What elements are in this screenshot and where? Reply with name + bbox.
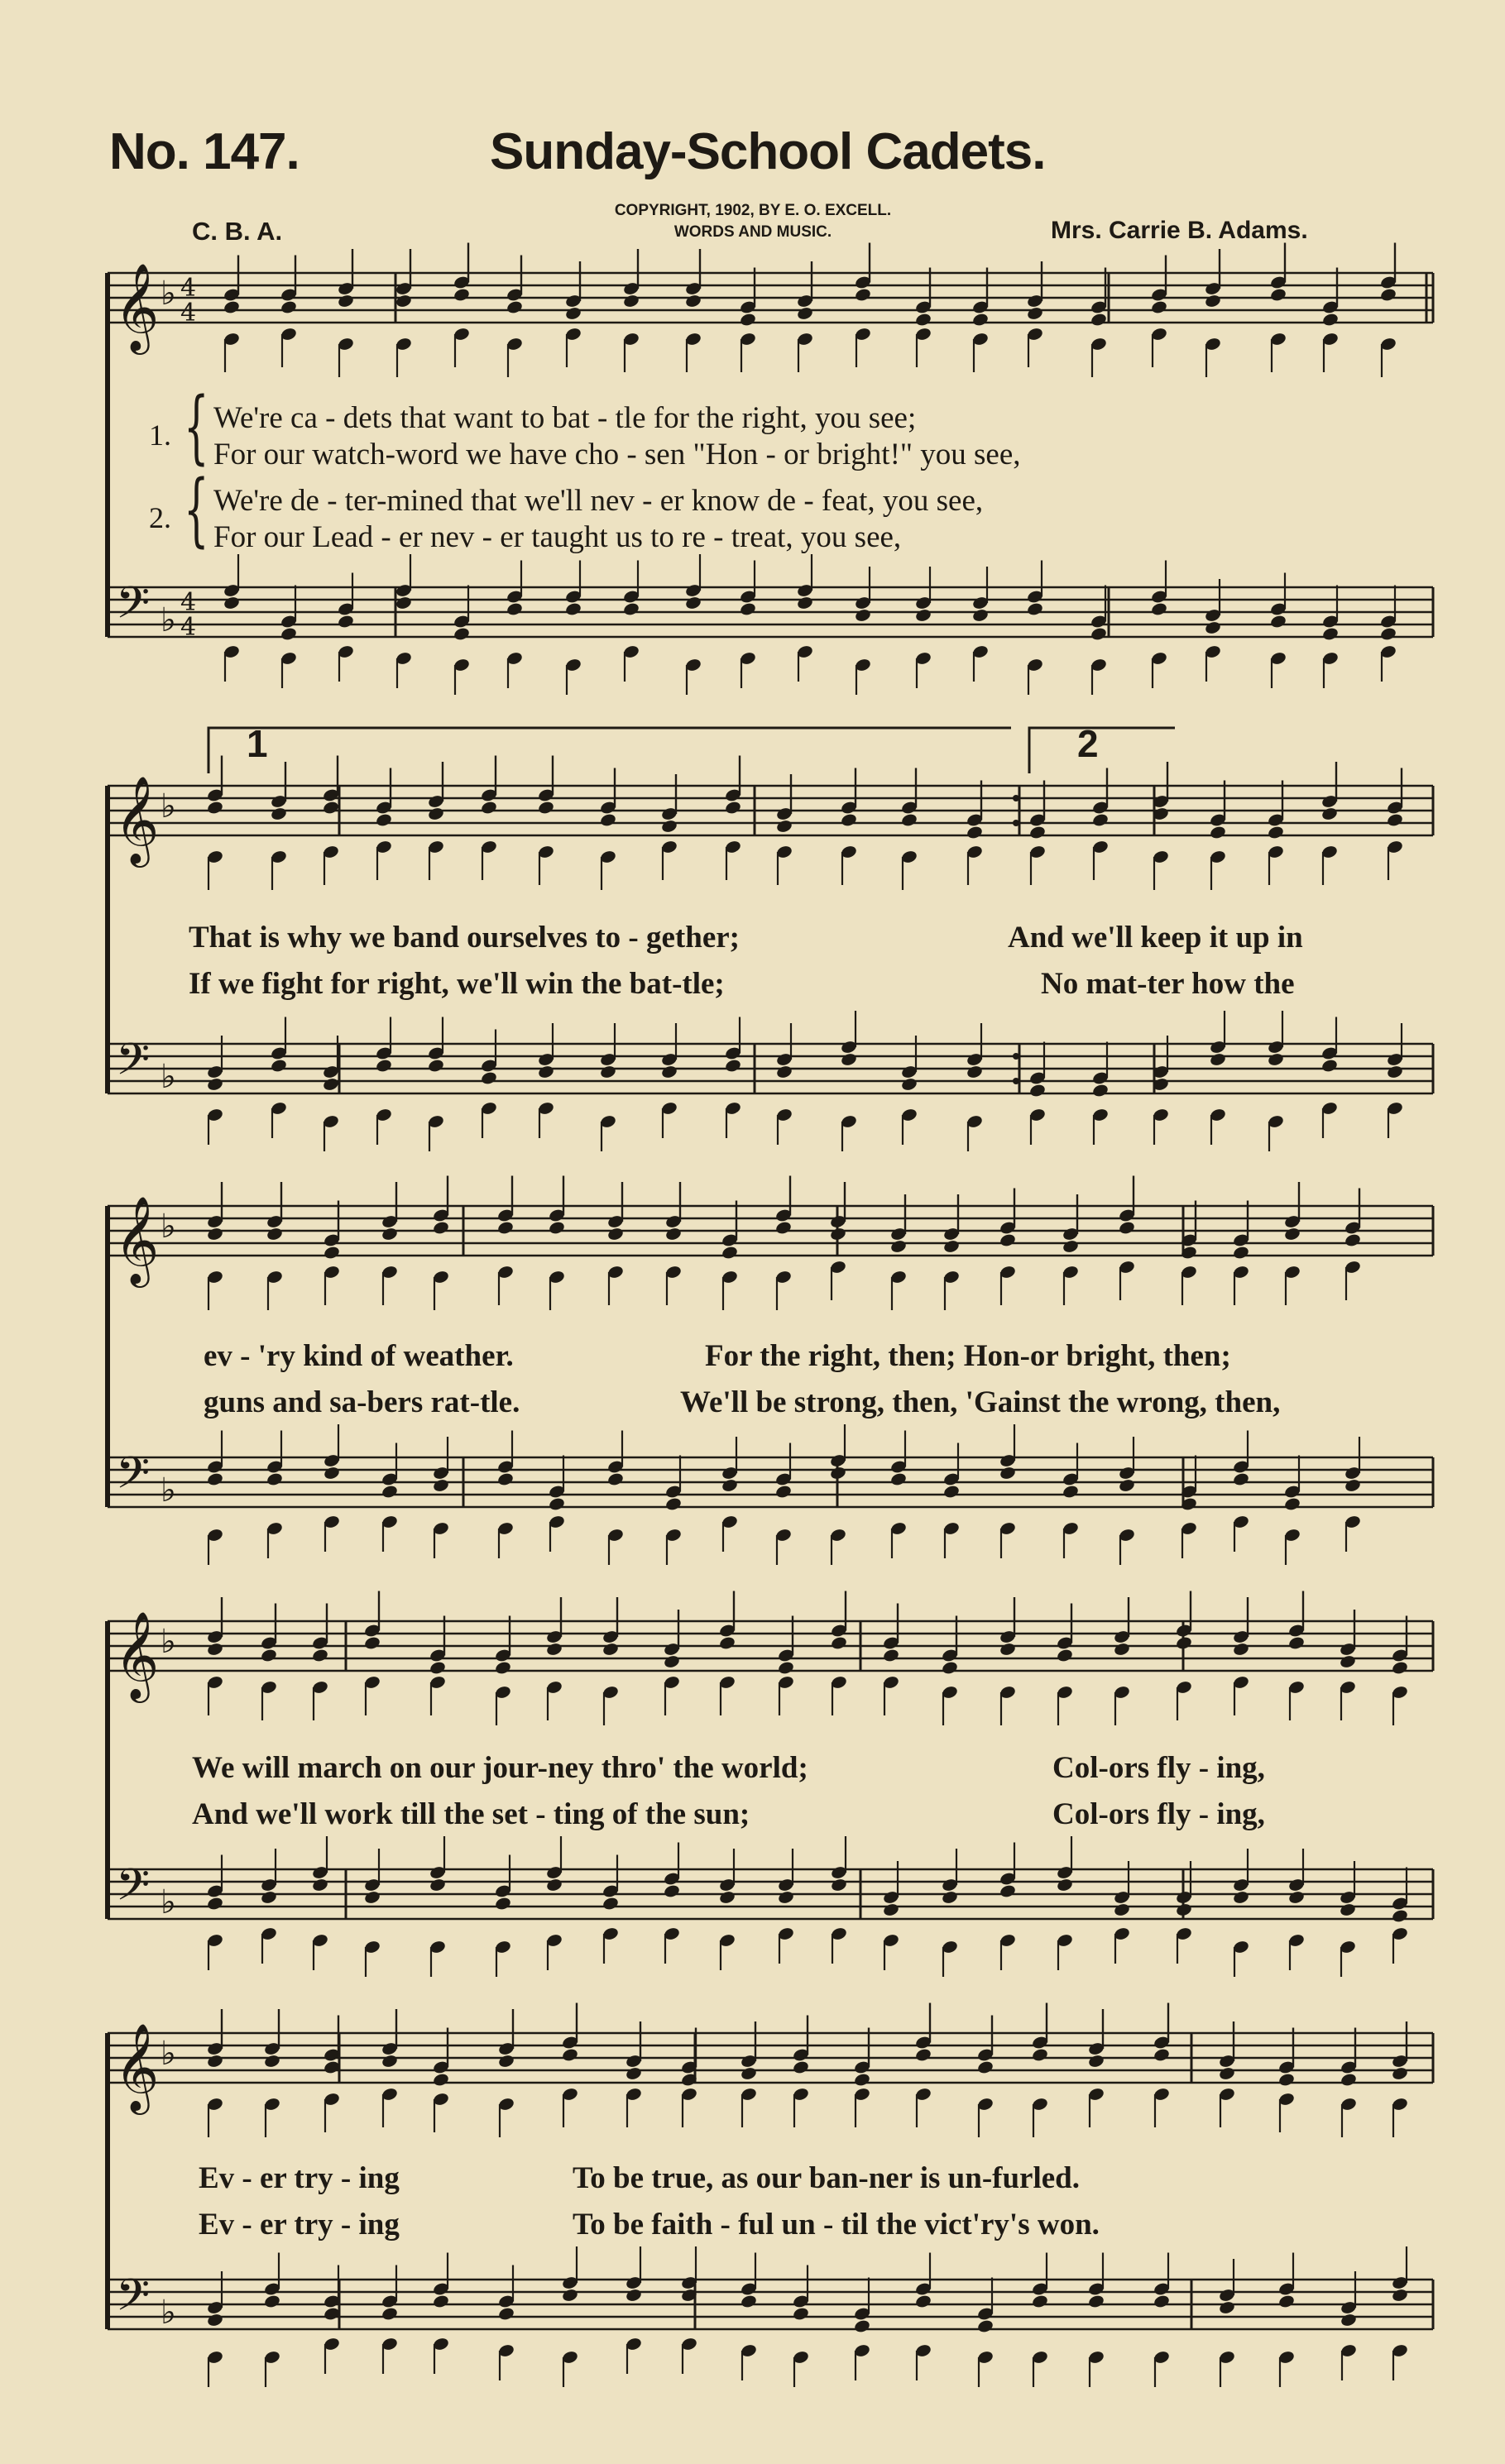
note-head [223, 299, 240, 314]
note-head [206, 1227, 223, 1242]
note-head [1056, 1878, 1073, 1892]
note-head [830, 1878, 847, 1892]
bass-clef: 𝄢 [116, 1035, 151, 1096]
note-head [599, 1065, 616, 1079]
note-head [480, 1070, 497, 1085]
note-head [602, 1642, 619, 1657]
note-head [622, 601, 640, 616]
note-head [561, 2047, 578, 2062]
note-head [724, 1058, 741, 1073]
note-head [1287, 1890, 1305, 1905]
note-head [266, 1471, 283, 1486]
note-head [206, 2313, 223, 2328]
note-head [889, 1239, 907, 1254]
note-head [1340, 2072, 1357, 2087]
note-head [1218, 2300, 1235, 2315]
note-head [966, 825, 983, 840]
lyric-line: ev - 'ry kind of weather. [204, 1339, 514, 1373]
note-head [496, 1220, 514, 1235]
lyric-line: We're de - ter-mined that we'll nev - er know de - feat, you see, [213, 484, 984, 518]
note-head [1277, 2072, 1295, 2087]
note-head [1391, 2288, 1408, 2303]
note-head [206, 1642, 223, 1657]
note-head [829, 1466, 846, 1481]
note-head [740, 2294, 757, 2309]
note-head [718, 1890, 736, 1905]
note-head [337, 614, 354, 629]
note-head [792, 2060, 809, 2074]
note-head [1386, 1065, 1403, 1079]
bass-clef: 𝄢 [116, 1448, 151, 1509]
note-head [548, 1496, 565, 1511]
note-head [966, 1065, 983, 1079]
bass-clef: 𝄢 [116, 1860, 151, 1921]
note-head [999, 1466, 1016, 1481]
note-head [429, 1660, 446, 1675]
second-ending-bracket [1029, 728, 1175, 773]
note-head [395, 596, 412, 610]
note-head [1087, 2054, 1105, 2069]
note-head [545, 1878, 563, 1892]
note-head [322, 800, 339, 815]
note-head [494, 1896, 511, 1911]
repeat-dot [1013, 820, 1019, 826]
note-head [625, 2066, 642, 2081]
flat-sign: ♭ [161, 601, 176, 639]
note-head [206, 2054, 223, 2069]
lyric-line: For our watch-word we have cho - sen "Hon - or bright!" you see, [213, 438, 1021, 471]
note-head [1218, 2066, 1235, 2081]
note-head [1391, 2066, 1408, 2081]
note-head [537, 800, 554, 815]
note-head [1175, 1635, 1192, 1650]
note-head [724, 800, 741, 815]
note-head [942, 1239, 960, 1254]
note-head [548, 1220, 565, 1235]
note-head [381, 2054, 398, 2069]
note-head [792, 2306, 809, 2321]
note-head [260, 1648, 277, 1663]
note-head [1267, 1052, 1284, 1067]
note-head [1150, 299, 1167, 314]
time-signature: 4 [180, 613, 197, 642]
treble-clef: 𝄞 [114, 1610, 160, 1699]
note-head [381, 1227, 398, 1242]
copyright-line: COPYRIGHT, 1902, BY E. O. EXCELL. [614, 202, 892, 219]
note-head [432, 2294, 449, 2309]
note-head [432, 1478, 449, 1493]
note-head [323, 1466, 340, 1481]
note-head [854, 608, 871, 623]
repeat-dot [1013, 795, 1019, 801]
note-head [1026, 601, 1043, 616]
note-head [663, 1883, 680, 1898]
note-head [506, 601, 523, 616]
treble-clef: 𝄞 [114, 1195, 160, 1284]
lyric-line: If we fight for right, we'll win the bat-tle; [189, 967, 725, 1001]
note-head [1232, 1642, 1249, 1657]
note-head [323, 2306, 340, 2321]
note-head [206, 1471, 223, 1486]
note-head [853, 2318, 870, 2333]
note-head [914, 312, 932, 327]
first-ending-label: 1 [247, 722, 268, 765]
note-head [311, 1878, 328, 1892]
note-head [775, 1065, 793, 1079]
note-head [1339, 1902, 1356, 1917]
hymn-number: No. 147. [109, 123, 300, 180]
note-head [322, 1077, 339, 1092]
note-head [889, 1471, 907, 1486]
note-head [1344, 1232, 1361, 1247]
note-head [1153, 2294, 1170, 2309]
note-head [506, 299, 523, 314]
note-head [796, 596, 813, 610]
note-head [323, 2060, 340, 2074]
note-head [840, 1052, 857, 1067]
flat-sign: ♭ [161, 1883, 176, 1921]
note-head [263, 2294, 280, 2309]
note-head [739, 312, 756, 327]
repeat-dot [1013, 1078, 1019, 1084]
note-head [280, 299, 297, 314]
note-head [1269, 287, 1287, 302]
lyric-line: No mat-ter how the [1041, 967, 1295, 1001]
note-head [900, 812, 918, 827]
note-head [1028, 1083, 1046, 1098]
lyric-line: We're ca - dets that want to bat - tle for the right, you see; [213, 401, 917, 435]
lyric-line: Ev - er try - ing [199, 2161, 400, 2195]
note-head [260, 1890, 277, 1905]
note-head [971, 608, 989, 623]
note-head [1379, 626, 1397, 641]
note-head [1321, 312, 1339, 327]
note-head [971, 312, 989, 327]
flat-sign: ♭ [161, 2294, 176, 2332]
note-head [777, 1890, 794, 1905]
note-head [796, 306, 813, 321]
treble-clef: 𝄞 [114, 2022, 160, 2111]
note-head [223, 596, 240, 610]
note-head [375, 812, 392, 827]
note-head [1269, 614, 1287, 629]
note-head [602, 1896, 619, 1911]
note-head [663, 1654, 680, 1669]
note-head [684, 294, 702, 309]
note-head [494, 1660, 511, 1675]
note-head [280, 626, 297, 641]
time-signature: 4 [180, 274, 197, 303]
note-head [1340, 2313, 1357, 2328]
verse-number: 1. [149, 419, 171, 452]
lyric-line: We'll be strong, then, 'Gainst the wrong, then, [680, 1385, 1281, 1419]
note-head [882, 1902, 899, 1917]
note-head [664, 1227, 682, 1242]
flat-sign: ♭ [161, 787, 176, 825]
time-signature: 4 [180, 588, 197, 617]
verse-brace: { [184, 463, 209, 556]
note-head [1321, 626, 1339, 641]
note-head [1320, 1058, 1338, 1073]
note-head [606, 1227, 624, 1242]
note-head [1232, 1471, 1249, 1486]
note-head [941, 1660, 958, 1675]
note-head [1267, 825, 1284, 840]
note-head [1209, 825, 1226, 840]
note-head [622, 294, 640, 309]
note-head [266, 1227, 283, 1242]
flat-sign: ♭ [161, 1623, 176, 1661]
note-head [263, 2054, 280, 2069]
hymn-title: Sunday-School Cadets. [490, 123, 1046, 180]
lyric-line: For our Lead - er nev - er taught us to re - treat, you see, [213, 520, 902, 554]
flat-sign: ♭ [161, 1058, 176, 1096]
note-head [942, 1484, 960, 1499]
note-head [1391, 1908, 1408, 1923]
note-head [1113, 1902, 1130, 1917]
note-head [496, 1471, 514, 1486]
note-head [480, 800, 497, 815]
note-head [497, 2306, 515, 2321]
note-head [453, 626, 470, 641]
note-head [497, 2054, 515, 2069]
note-head [1283, 1496, 1301, 1511]
note-head [1283, 1227, 1301, 1242]
note-head [740, 2066, 757, 2081]
lyric-line: Ev - er try - ing [199, 2208, 400, 2242]
lyric-line: That is why we band ourselves to - gether; [189, 921, 740, 955]
note-head [941, 1890, 958, 1905]
note-head [882, 1648, 899, 1663]
note-head [564, 601, 582, 616]
note-head [976, 2060, 994, 2074]
note-head [599, 812, 616, 827]
note-head [739, 601, 756, 616]
note-head [660, 819, 678, 834]
treble-clef: 𝄞 [114, 775, 160, 864]
note-head [1091, 1083, 1109, 1098]
bass-clef: 𝄢 [116, 2270, 151, 2332]
flat-sign: ♭ [161, 1208, 176, 1246]
note-head [718, 1635, 736, 1650]
note-head [625, 2288, 642, 2303]
note-head [1087, 2294, 1105, 2309]
note-head [664, 1496, 682, 1511]
note-head [854, 287, 871, 302]
verse-brace: { [184, 380, 209, 473]
note-head [774, 1220, 792, 1235]
note-head [829, 1227, 846, 1242]
note-head [976, 2318, 994, 2333]
note-head [1150, 601, 1167, 616]
note-head [1031, 2294, 1048, 2309]
note-head [381, 1484, 398, 1499]
note-head [1153, 2047, 1170, 2062]
note-head [853, 2072, 870, 2087]
note-head [432, 1220, 449, 1235]
note-head [1386, 812, 1403, 827]
note-head [561, 2288, 578, 2303]
composer-credit: C. B. A. [192, 217, 283, 246]
note-head [660, 1065, 678, 1079]
note-head [323, 1245, 340, 1260]
note-head [1379, 287, 1397, 302]
flat-sign: ♭ [161, 1471, 176, 1509]
note-head [1232, 1245, 1249, 1260]
note-head [270, 1058, 287, 1073]
note-head [363, 1890, 381, 1905]
note-head [1118, 1478, 1135, 1493]
note-head [564, 306, 582, 321]
note-head [1339, 1654, 1356, 1669]
note-head [1344, 1478, 1361, 1493]
note-head [1118, 1220, 1135, 1235]
note-head [1028, 825, 1046, 840]
lyric-line: Col-ors fly - ing, [1052, 1751, 1265, 1785]
flat-sign: ♭ [161, 275, 176, 313]
lyric-line: We will march on our jour-ney thro' the world; [192, 1751, 808, 1785]
note-head [999, 1642, 1016, 1657]
note-head [1091, 812, 1109, 827]
note-head [914, 608, 932, 623]
note-head [537, 1065, 554, 1079]
note-head [1062, 1484, 1079, 1499]
note-head [453, 287, 470, 302]
bass-clef: 𝄢 [116, 578, 151, 639]
note-head [375, 1058, 392, 1073]
note-head [1391, 1660, 1408, 1675]
note-head [1204, 620, 1221, 635]
lyric-line: And we'll work till the set - ting of the sun; [192, 1797, 750, 1831]
note-head [914, 2294, 932, 2309]
note-head [363, 1635, 381, 1650]
note-head [270, 806, 287, 821]
note-head [999, 1232, 1016, 1247]
note-head [830, 1635, 847, 1650]
lyric-line: To be faith - ful un - til the vict'ry's won. [573, 2208, 1100, 2242]
note-head [1320, 806, 1338, 821]
note-head [337, 294, 354, 309]
note-head [775, 819, 793, 834]
note-head [684, 596, 702, 610]
note-head [206, 1077, 223, 1092]
note-head [427, 806, 444, 821]
note-head [999, 1883, 1016, 1898]
note-head [432, 2072, 449, 2087]
note-head [1062, 1239, 1079, 1254]
note-head [206, 800, 223, 815]
note-head [774, 1484, 792, 1499]
note-head [1287, 1635, 1305, 1650]
note-head [1209, 1052, 1226, 1067]
note-head [206, 1896, 223, 1911]
note-head [914, 2047, 932, 2062]
note-head [1113, 1642, 1130, 1657]
note-head [840, 812, 857, 827]
note-head [1026, 306, 1043, 321]
note-head [1232, 1890, 1249, 1905]
note-head [1090, 312, 1107, 327]
time-signature: 4 [180, 299, 197, 328]
lyric-line: guns and sa-bers rat-tle. [204, 1385, 520, 1419]
note-head [1031, 2047, 1048, 2062]
note-head [1056, 1648, 1073, 1663]
note-head [777, 1660, 794, 1675]
lyric-line: For the right, then; Hon-or bright, then; [705, 1339, 1231, 1373]
lyric-line: Col-ors fly - ing, [1052, 1797, 1265, 1831]
second-ending-label: 2 [1077, 722, 1099, 765]
note-head [395, 294, 412, 309]
verse-number: 2. [149, 501, 171, 534]
copyright-scope: WORDS AND MUSIC. [673, 223, 832, 241]
note-head [1090, 626, 1107, 641]
lyricist-credit: Mrs. Carrie B. Adams. [1051, 217, 1308, 244]
first-ending-bracket [208, 728, 1011, 773]
note-head [1277, 2294, 1295, 2309]
treble-clef: 𝄞 [114, 262, 160, 351]
note-head [381, 2306, 398, 2321]
note-head [606, 1471, 624, 1486]
note-head [1204, 294, 1221, 309]
note-head [545, 1642, 563, 1657]
note-head [900, 1077, 918, 1092]
note-head [721, 1478, 738, 1493]
note-head [427, 1058, 444, 1073]
flat-sign: ♭ [161, 2035, 176, 2073]
lyric-line: To be true, as our ban-ner is un-furled. [573, 2161, 1080, 2195]
note-head [721, 1245, 738, 1260]
note-head [1175, 1902, 1192, 1917]
lyric-line: And we'll keep it up in [1008, 921, 1303, 955]
repeat-dot [1013, 1053, 1019, 1060]
note-head [429, 1878, 446, 1892]
note-head [311, 1648, 328, 1663]
